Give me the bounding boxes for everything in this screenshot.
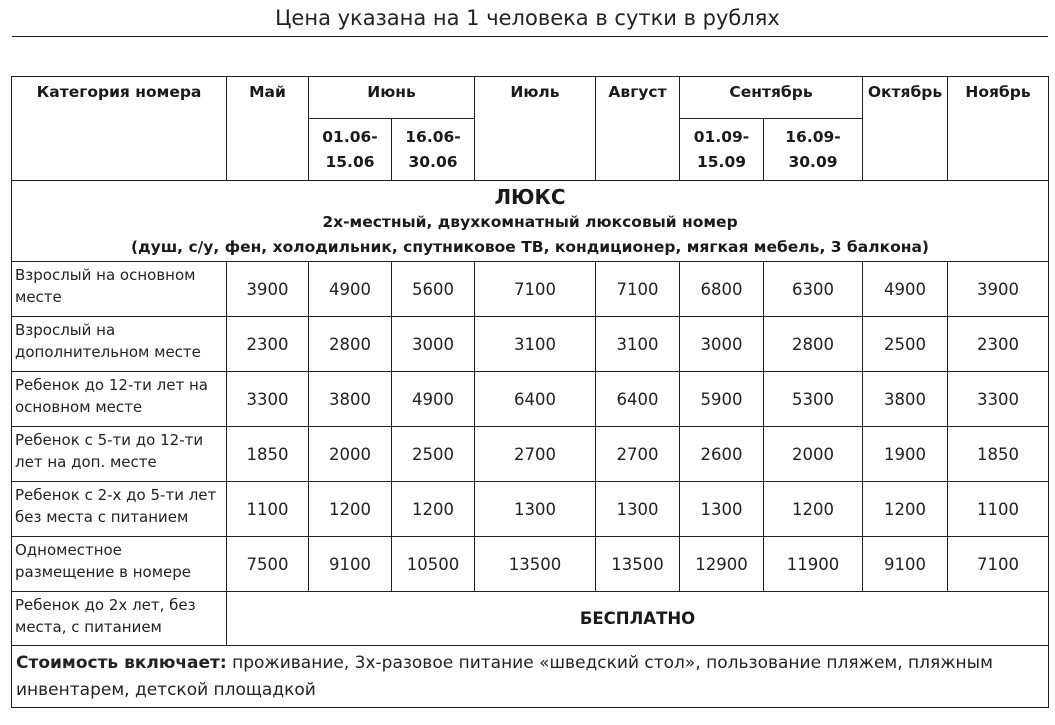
price-cell: 3800: [863, 372, 948, 427]
section-amenities: (душ, с/у, фен, холодильник, спутниковое ТВ, кондиционер, мягкая мебель, 3 балкона): [131, 238, 929, 256]
price-cell: 13500: [596, 537, 680, 592]
price-cell: 6800: [680, 262, 764, 317]
price-cell: 3300: [227, 372, 309, 427]
price-cell: 2300: [227, 317, 309, 372]
price-cell: 2000: [764, 427, 863, 482]
header-october: Октябрь: [863, 77, 948, 181]
included-note: [12, 646, 1049, 708]
included-note-text: проживание, 3х-разовое питание «шведский стол», пользование пляжем, пляжным инвентарем, детской площадкой: [16, 652, 993, 700]
row-label: Ребенок с 5-ти до 12-ти лет на доп. месте: [12, 427, 227, 482]
section-title: ЛЮКС: [494, 185, 566, 209]
price-cell: 9100: [863, 537, 948, 592]
price-cell: 1200: [392, 482, 475, 537]
table-row: [12, 372, 1049, 427]
row-label: Одноместное размещение в номере: [12, 537, 227, 592]
free-price-cell: БЕСПЛАТНО: [227, 592, 1049, 646]
price-cell: 11900: [764, 537, 863, 592]
price-cell: 5600: [392, 262, 475, 317]
price-cell: 7500: [227, 537, 309, 592]
price-cell: 4900: [309, 262, 392, 317]
price-cell: 2500: [863, 317, 948, 372]
header-september: Сентябрь: [680, 77, 863, 119]
price-cell: 1300: [596, 482, 680, 537]
price-cell: 7100: [948, 537, 1049, 592]
price-cell: 1200: [309, 482, 392, 537]
price-cell: 2300: [948, 317, 1049, 372]
sep-period-1-end: 15.09: [696, 152, 747, 171]
price-cell: 2500: [392, 427, 475, 482]
table-row: [12, 427, 1049, 482]
row-label: Взрослый на основном месте: [12, 262, 227, 317]
table-row: [12, 317, 1049, 372]
price-cell: 1850: [227, 427, 309, 482]
header-november: Ноябрь: [948, 77, 1049, 181]
june-period-1-start: 01.06-: [322, 127, 378, 146]
sep-period-1-start: 01.09-: [693, 127, 750, 146]
row-label: Взрослый на дополнительном месте: [12, 317, 227, 372]
section-header-lux: [12, 181, 1049, 262]
price-cell: 12900: [680, 537, 764, 592]
price-cell: 6400: [475, 372, 596, 427]
header-august: Август: [596, 77, 680, 181]
price-cell: 2600: [680, 427, 764, 482]
price-cell: 3800: [309, 372, 392, 427]
price-cell: 6300: [764, 262, 863, 317]
price-cell: 2000: [309, 427, 392, 482]
price-cell: 4900: [863, 262, 948, 317]
price-cell: 1200: [764, 482, 863, 537]
june-period-2-end: 30.06: [408, 152, 458, 171]
price-cell: 3900: [227, 262, 309, 317]
price-cell: 3100: [596, 317, 680, 372]
price-cell: 5900: [680, 372, 764, 427]
price-cell: 7100: [475, 262, 596, 317]
price-cell: 7100: [596, 262, 680, 317]
price-cell: 1200: [863, 482, 948, 537]
header-june: Июнь: [309, 77, 475, 119]
price-cell: 3100: [475, 317, 596, 372]
page-title: Цена указана на 1 человека в сутки в рублях: [275, 6, 780, 30]
header-category: Категория номера: [12, 77, 227, 181]
price-cell: 13500: [475, 537, 596, 592]
sep-period-2-end: 30.09: [788, 152, 838, 171]
june-period-1-end: 15.06: [325, 152, 375, 171]
price-cell: 2700: [475, 427, 596, 482]
price-table: [11, 76, 1049, 708]
included-note-label: Стоимость включает:: [16, 652, 227, 673]
price-cell: 4900: [392, 372, 475, 427]
table-row: [12, 482, 1049, 537]
header-september-period-2: [764, 119, 863, 181]
section-subtitle: 2х-местный, двухкомнатный люксовый номер: [322, 213, 738, 231]
sep-period-2-start: 16.09-: [785, 127, 841, 146]
title-underline: [12, 36, 1048, 37]
price-cell: 2700: [596, 427, 680, 482]
price-cell: 9100: [309, 537, 392, 592]
row-label: Ребенок до 2х лет, без места, с питанием: [12, 592, 227, 646]
price-cell: 3000: [680, 317, 764, 372]
price-cell: 10500: [392, 537, 475, 592]
header-september-period-1: [680, 119, 764, 181]
price-cell: 1850: [948, 427, 1049, 482]
price-cell: 1100: [227, 482, 309, 537]
price-cell: 2800: [309, 317, 392, 372]
price-cell: 3300: [948, 372, 1049, 427]
price-cell: 1300: [680, 482, 764, 537]
price-cell: 1100: [948, 482, 1049, 537]
row-label: Ребенок до 12-ти лет на основном месте: [12, 372, 227, 427]
price-cell: 3000: [392, 317, 475, 372]
price-cell: 1300: [475, 482, 596, 537]
table-row: [12, 537, 1049, 592]
table-row-free: [12, 592, 1049, 646]
price-cell: 6400: [596, 372, 680, 427]
table-row: [12, 262, 1049, 317]
header-june-period-1: [309, 119, 392, 181]
price-cell: 1900: [863, 427, 948, 482]
price-cell: 5300: [764, 372, 863, 427]
header-may: Май: [227, 77, 309, 181]
row-label: Ребенок с 2-х до 5-ти лет без места с питанием: [12, 482, 227, 537]
header-july: Июль: [475, 77, 596, 181]
june-period-2-start: 16.06-: [405, 127, 461, 146]
header-june-period-2: [392, 119, 475, 181]
price-cell: 3900: [948, 262, 1049, 317]
price-cell: 2800: [764, 317, 863, 372]
